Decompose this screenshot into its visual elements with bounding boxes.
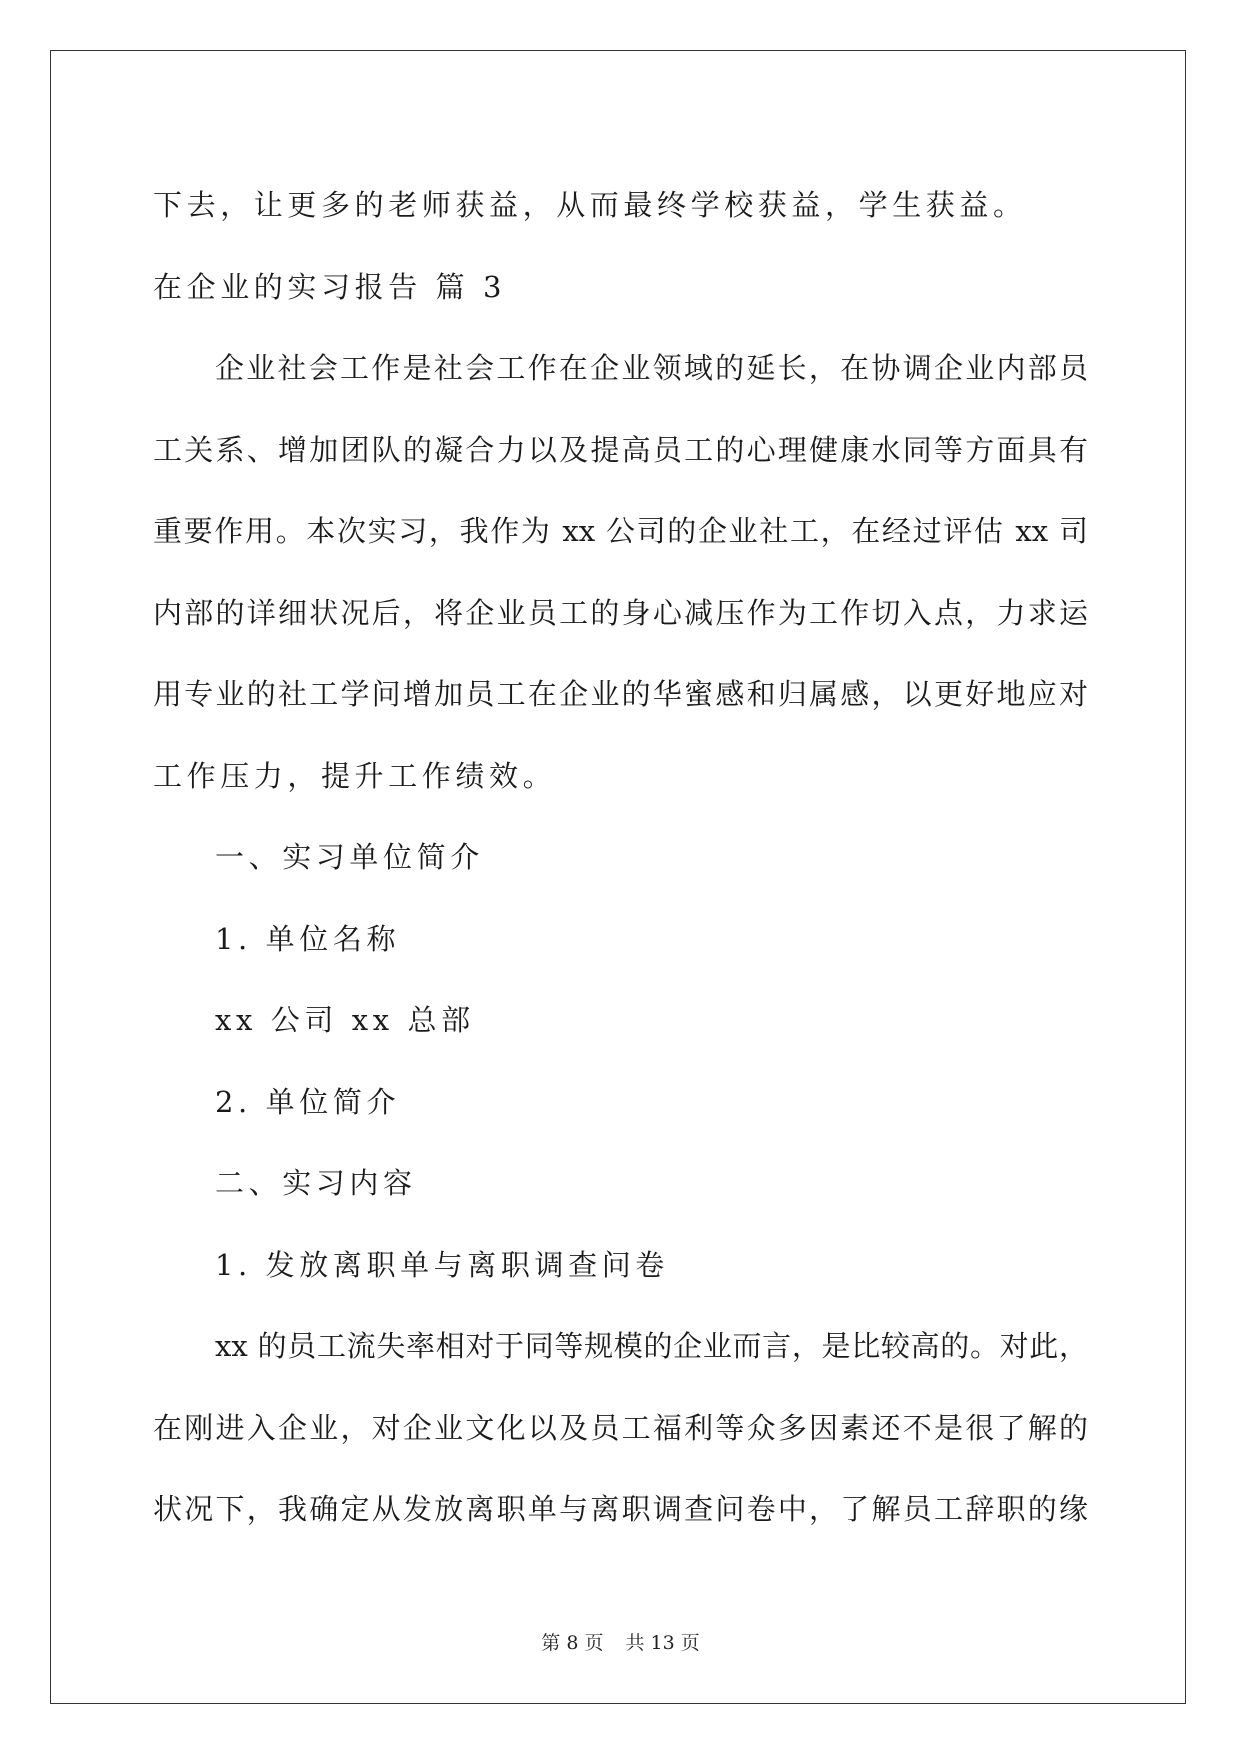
text-line: 二、实习内容 — [215, 1166, 417, 1200]
text-line: 重要作用。本次实习，我作为 xx 公司的企业社工，在经过评估 xx 司 — [153, 514, 1088, 548]
document-body — [153, 165, 1088, 1551]
text-line: 工关系、增加团队的凝合力以及提高员工的心理健康水同等方面具有 — [153, 432, 1088, 467]
page-footer — [0, 1628, 1241, 1655]
text-line: 下去，让更多的老师获益，从而最终学校获益，学生获益。 — [153, 188, 1027, 222]
text-line: xx 公司 xx 总部 — [215, 1003, 475, 1037]
text-line: 工作压力，提升工作绩效。 — [153, 758, 557, 793]
page-number: 第 8 页 — [541, 1632, 604, 1654]
text-line: 1. 发放离职单与离职调查问卷 — [215, 1247, 669, 1282]
text-line: xx 的员工流失率相对于同等规模的企业而言，是比较高的。对此， — [215, 1329, 1088, 1363]
text-line: 状况下，我确定从发放离职单与离职调查问卷中，了解员工辞职的缘 — [153, 1492, 1088, 1526]
text-line: 在企业的实习报告 篇 3 — [153, 269, 507, 304]
text-line: 一、实习单位简介 — [215, 840, 484, 874]
text-line: 企业社会工作是社会工作在企业领域的延长，在协调企业内部员 — [215, 351, 1088, 385]
text-line: 1. 单位名称 — [215, 921, 401, 956]
text-line: 2. 单位简介 — [215, 1084, 401, 1119]
text-line: 在刚进入企业，对企业文化以及员工福利等众多因素还不是很了解的 — [153, 1410, 1088, 1445]
text-line: 内部的详细状况后，将企业员工的身心减压作为工作切入点，力求运 — [153, 595, 1088, 630]
page-total: 共 13 页 — [625, 1632, 700, 1654]
text-line: 用专业的社工学问增加员工在企业的华蜜感和归属感，以更好地应对 — [153, 677, 1088, 711]
